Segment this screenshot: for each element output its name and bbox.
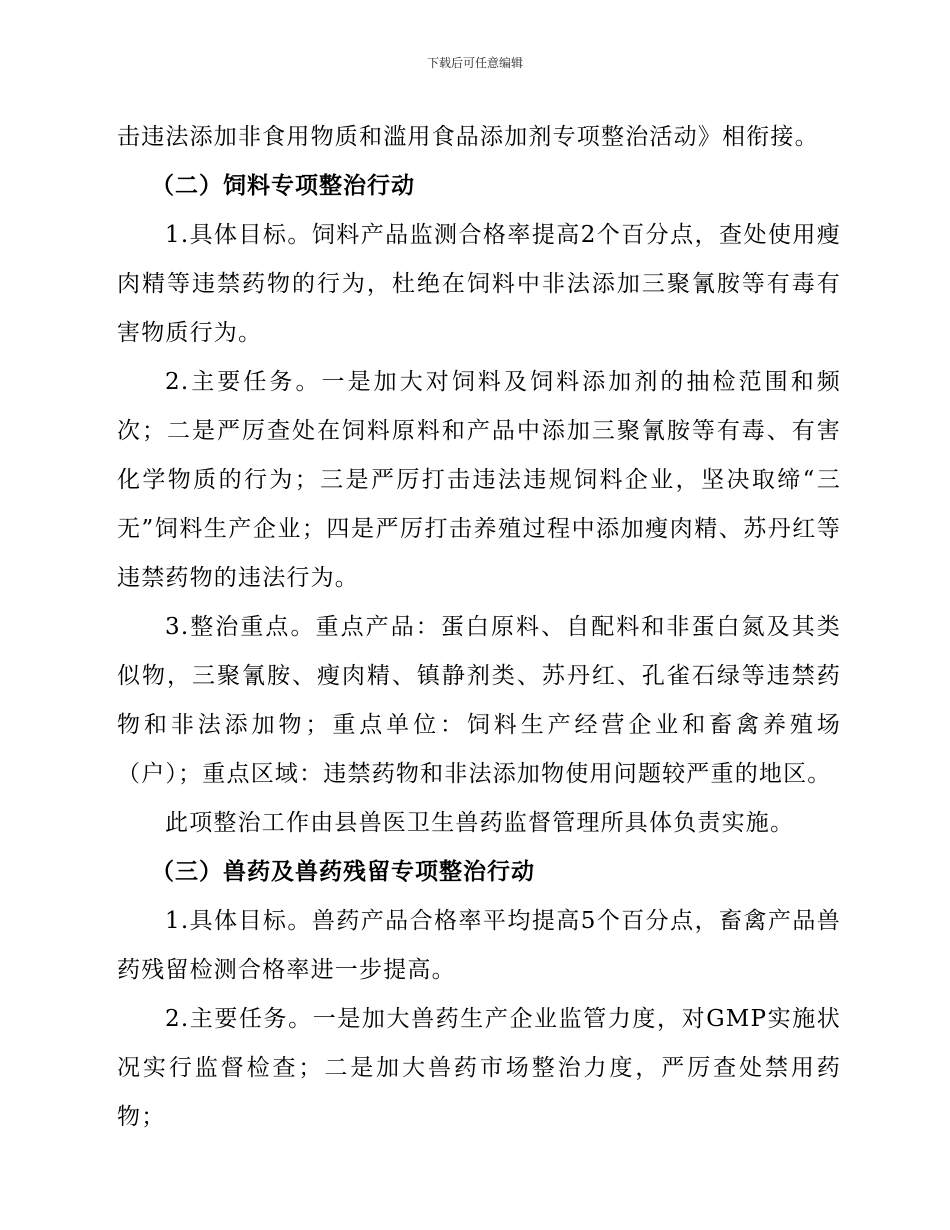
page-header-caption: 下载后可任意编辑 [426,56,523,70]
section-heading-veterinary-drugs: （三）兽药及兽药残留专项整治行动 [151,859,535,885]
paragraph-vet-targets: 1.具体目标。兽药产品合格率平均提高5个百分点，畜禽产品兽药残留检测合格率进一步提高。 [117,908,841,983]
paragraph-vet-tasks: 2.主要任务。一是加大兽药生产企业监管力度，对GMP实施状况实行监督检查；二是加大兽药市场整治力度，严厉查处禁用药物； [117,1006,841,1130]
paragraph-feed-targets: 1.具体目标。饲料产品监测合格率提高2个百分点，查处使用瘦肉精等违禁药物的行为，杜绝在饲料中非法添加三聚氰胺等有毒有害物质行为。 [117,222,841,346]
paragraph-feed-focus: 3.整治重点。重点产品：蛋白原料、自配料和非蛋白氮及其类似物，三聚氰胺、瘦肉精、镇静剂类、苏丹红、孔雀石绿等违禁药物和非法添加物；重点单位：饲料生产经营企业和畜禽养殖场（户）；重点区域：违禁药物和非法添加物使用问题较严重的地区。 [117,614,841,787]
section-heading-feed: （二）饲料专项整治行动 [151,173,415,199]
document-body [117,113,841,1142]
paragraph-feed-responsibility: 此项整治工作由县兽医卫生兽药监督管理所具体负责实施。 [165,810,795,836]
paragraph-continuation: 击违法添加非食用物质和滥用食品添加剂专项整治活动》相衔接。 [117,124,819,150]
paragraph-feed-tasks: 2.主要任务。一是加大对饲料及饲料添加剂的抽检范围和频次；二是严厉查处在饲料原料和产品中添加三聚氰胺等有毒、有害化学物质的行为；三是严厉打击违法违规饲料企业，坚决取缔“三无”饲料生产企业；四是严厉打击养殖过程中添加瘦肉精、苏丹红等违禁药物的违法行为。 [117,369,841,591]
